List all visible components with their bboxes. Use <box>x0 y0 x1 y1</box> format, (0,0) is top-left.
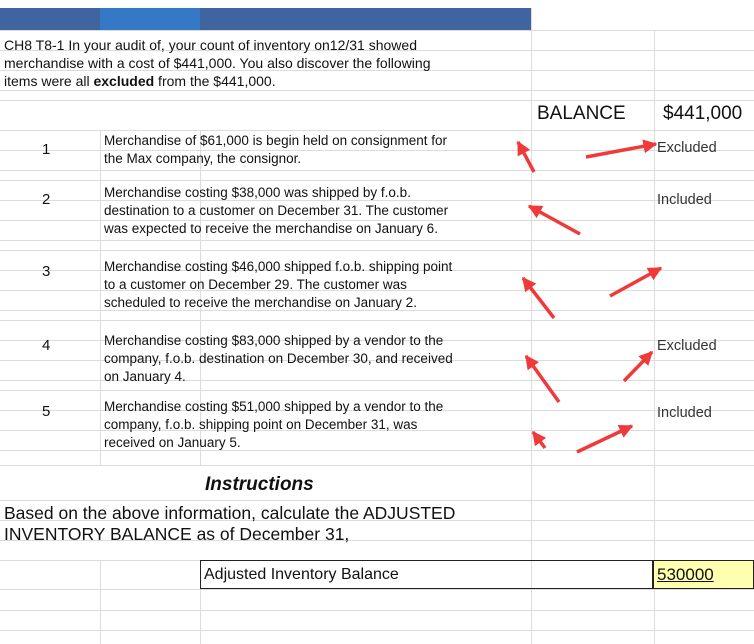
arrow-icon <box>586 144 656 157</box>
item-status[interactable]: Included <box>657 192 712 208</box>
adjusted-balance-value[interactable]: 530000 <box>657 565 714 584</box>
item-number[interactable]: 2 <box>42 191 51 208</box>
arrow-icon <box>533 432 545 448</box>
item-line: received on January 5. <box>104 435 241 450</box>
item-status[interactable]: Included <box>657 405 712 421</box>
item-line: Merchandise costing $51,000 shipped by a vendor to the <box>104 399 444 414</box>
arrow-icon <box>577 426 632 452</box>
intro-line-3-pre: items were all <box>4 73 94 89</box>
item-line: to a customer on December 29. The customer was <box>104 277 407 292</box>
balance-label[interactable]: BALANCE <box>537 103 626 124</box>
arrow-icon <box>529 206 580 234</box>
item-line: company, f.o.b. destination on December 30, and received <box>104 351 453 366</box>
item-line: company, f.o.b. shipping point on December 31, was <box>104 417 418 432</box>
arrow-icon <box>523 278 554 318</box>
item-line: Merchandise costing $83,000 shipped by a vendor to the <box>104 333 444 348</box>
item-line: Merchandise of $61,000 is begin held on consignment for <box>104 133 447 148</box>
item-status[interactable]: Excluded <box>657 140 717 156</box>
item-line: was expected to receive the merchandise on January 6. <box>104 221 438 236</box>
item-number[interactable]: 1 <box>42 141 51 158</box>
item-line: destination to a customer on December 31. The customer <box>104 203 449 218</box>
intro-bold-excluded: excluded <box>93 73 155 89</box>
balance-value[interactable]: $441,000 <box>663 103 743 124</box>
arrow-icon <box>518 142 534 172</box>
instructions-line-1: Based on the above information, calculate the ADJUSTED <box>4 503 456 523</box>
instructions-line-2: INVENTORY BALANCE as of December 31, <box>4 524 350 544</box>
intro-line-1: CH8 T8-1 In your audit of, your count of inventory on12/31 showed <box>4 37 417 53</box>
arrow-icon <box>610 268 661 296</box>
arrow-icon <box>624 352 652 381</box>
instructions-heading: Instructions <box>205 474 314 495</box>
item-line: scheduled to receive the merchandise on January 2. <box>104 295 417 310</box>
intro-line-2: merchandise with a cost of $441,000. You also discover the following <box>4 55 431 71</box>
item-status[interactable]: Excluded <box>657 338 717 354</box>
item-line: Merchandise costing $46,000 shipped f.o.b. shipping point <box>104 259 453 274</box>
item-line: on January 4. <box>104 369 186 384</box>
item-number[interactable]: 3 <box>42 263 51 280</box>
adjusted-balance-label[interactable]: Adjusted Inventory Balance <box>204 566 399 583</box>
item-number[interactable]: 5 <box>42 403 51 420</box>
intro-line-3-post: from the $441,000. <box>154 73 276 89</box>
arrow-icon <box>526 356 559 402</box>
item-line: Merchandise costing $38,000 was shipped by f.o.b. <box>104 185 411 200</box>
item-line: the Max company, the consignor. <box>104 151 302 166</box>
item-number[interactable]: 4 <box>42 337 51 354</box>
